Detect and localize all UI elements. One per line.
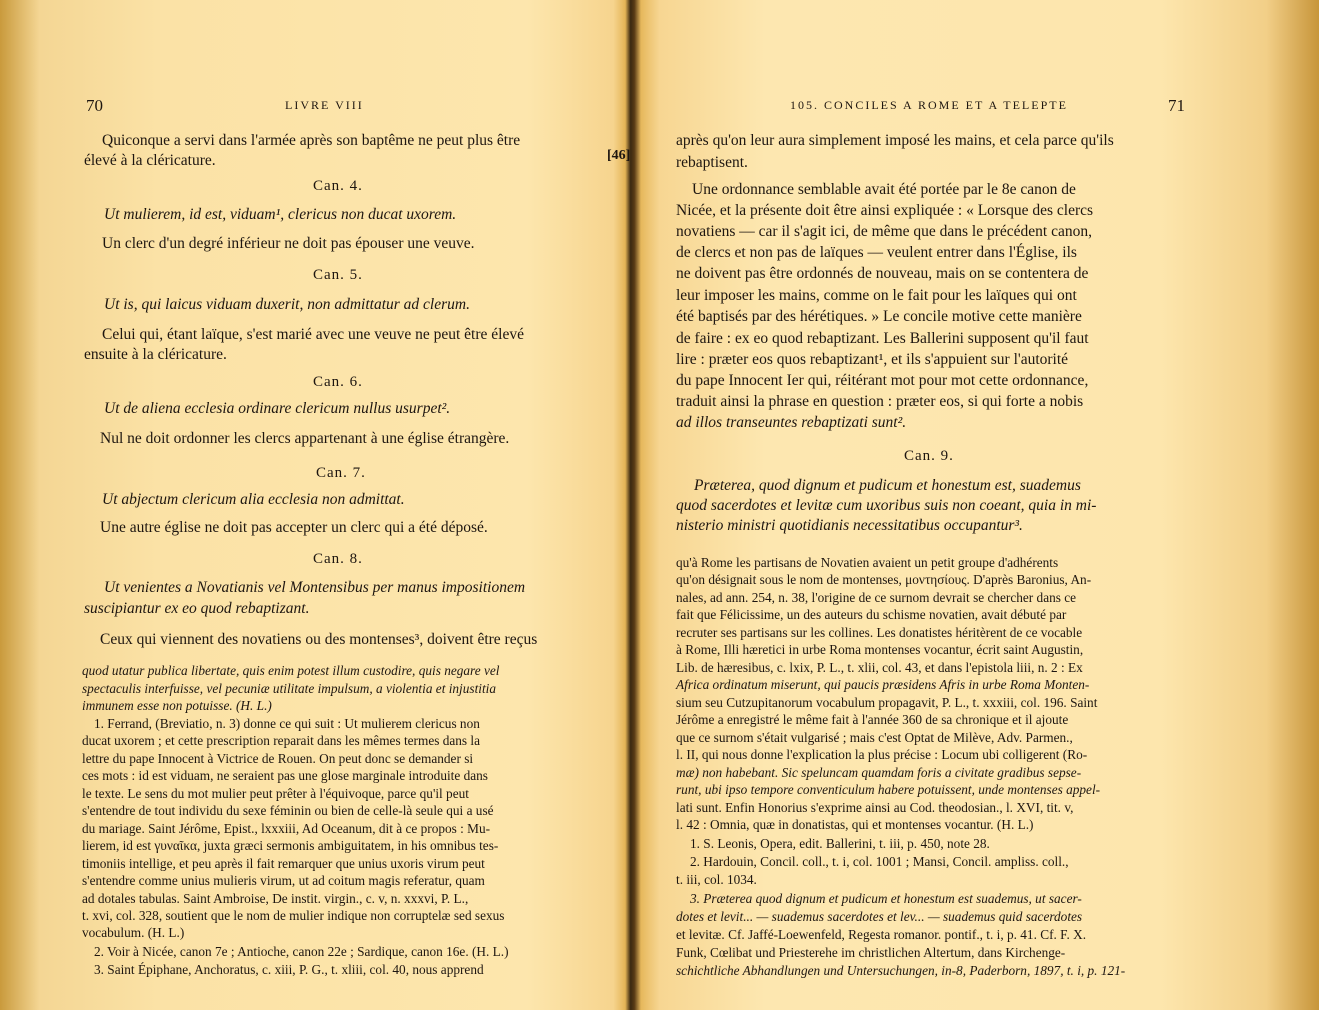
margin-reference: [46] [607, 148, 631, 163]
canon-heading: Can. 7. [316, 465, 366, 481]
footnote-line: Lib. de hæresibus, c. lxix, P. L., t. xlii, col. 43, et dans l'epistola liii, n. 2 : Ex [676, 660, 1083, 675]
footnote-line: qu'on désignait sous le nom de montenses, μοντησίους. D'après Baronius, An- [676, 572, 1092, 587]
footnote-line: Jérôme a enregistré le même fait à l'année 360 de sa chronique et il ajoute [676, 712, 1069, 727]
footnote-line: mæ) non habebant. Sic speluncam quamdam foris a civitate gradibus sepse- [676, 765, 1082, 780]
body-line: ne doivent pas être ordonnés de nouveau, mais on se contentera de [676, 265, 1089, 282]
page-number: 71 [1168, 96, 1185, 115]
canon-french: Ceux qui viennent des novatiens ou des montenses³, doivent être reçus [100, 631, 538, 648]
footnote-line: nales, ad ann. 254, n. 38, l'origine de ce surnom devrait se chercher dans ce [676, 590, 1077, 605]
canon-latin: Præterea, quod dignum et pudicum et honestum est, suademus [694, 477, 1081, 494]
body-line: Une ordonnance semblable avait été portée par le 8e canon de [692, 181, 1076, 198]
footnote-line: s'entendre de tout individu du sexe féminin ou bien de celle-là seule qui a usé [82, 803, 494, 818]
footnote-line: Africa ordinatum miserunt, qui paucis præsidens Afris in urbe Roma Monten- [676, 677, 1090, 692]
footnote-line: 2. Hardouin, Concil. coll., t. i, col. 1001 ; Mansi, Concil. ampliss. coll., [690, 854, 1069, 869]
canon-french: Une autre église ne doit pas accepter un clerc qui a été déposé. [100, 519, 488, 536]
footnote-line: 3. Saint Épiphane, Anchoratus, c. xiii, P. G., t. xliii, col. 40, nous apprend [94, 962, 484, 977]
body-line: de faire : ex eo quod rebaptizant. Les Ballerini supposent qu'il faut [676, 330, 1089, 347]
body-line: rebaptisent. [676, 154, 748, 171]
footnote-line: 3. Præterea quod dignum et pudicum et honestum est suademus, ut sacer- [690, 891, 1082, 906]
canon-latin: Ut de aliena ecclesia ordinare clericum nullus usurpet². [104, 400, 451, 417]
footnote-line: lierem, id est γυναῖκα, juxta græci sermonis ambiguitatem, in his omnibus tes- [82, 838, 499, 853]
canon-heading: Can. 6. [313, 374, 363, 390]
footnote-line: lettre du pape Innocent à Victrice de Rouen. On peut donc se demander si [82, 751, 474, 766]
footnote-line: 1. S. Leonis, Opera, edit. Ballerini, t. iii, p. 450, note 28. [690, 836, 990, 851]
body-line: du pape Innocent Ier qui, réitérant mot pour mot cette ordonnance, [676, 372, 1089, 389]
footnote-line: lati sunt. Enfin Honorius s'exprime ainsi au Cod. theodosian., l. XVI, tit. v, [676, 800, 1074, 815]
footnote-line: qu'à Rome les partisans de Novatien avaient un petit groupe d'adhérents [676, 555, 1059, 570]
footnote-line: s'entendre comme unius mulieris virum, ut ad coitum magis referatur, quam [82, 873, 485, 888]
footnote-line: 1. Ferrand, (Breviatio, n. 3) donne ce qui suit : Ut mulierem clericus non [94, 716, 480, 731]
footnote-line: immunem esse non potuisse. (H. L.) [82, 698, 272, 713]
canon-latin: nisterio ministri quotidianis necessitatibus occupantur³. [676, 517, 1023, 534]
footnote-line: spectaculis interfuisse, vel pecuniæ utilitate impulsum, a violentia et injustitia [82, 681, 496, 696]
canon-latin: Ut venientes a Novatianis vel Montensibus per manus impositionem [104, 579, 526, 596]
canon-french: Un clerc d'un degré inférieur ne doit pas épouser une veuve. [102, 235, 475, 252]
canon-french: Nul ne doit ordonner les clercs appartenant à une église étrangère. [100, 430, 510, 447]
canon-latin: Ut mulierem, id est, viduam¹, clericus non ducat uxorem. [104, 206, 457, 223]
footnote-line: l. II, qui nous donne l'explication la plus précise : Locum ubi colligerent (Ro- [676, 747, 1088, 762]
body-line: lire : præter eos quos rebaptizant¹, et ils s'appuient sur l'autorité [676, 351, 1069, 368]
footnote-line: quod utatur publica libertate, quis enim potest illum custodire, quis negare vel [82, 663, 500, 678]
footnote-line: que ce surnom s'était vulgarisé ; mais c'est Optat de Milève, Adv. Parmen., [676, 730, 1073, 745]
body-line: Nicée, et la présente doit être ainsi expliquée : « Lorsque des clercs [676, 202, 1094, 219]
footnote-line: sium seu Cutzupitanorum vocabulum propagavit, P. L., t. xxxiii, col. 196. Saint [676, 695, 1098, 710]
footnote-line: vocabulum. (H. L.) [82, 925, 185, 940]
canon-latin: Ut abjectum clericum alia ecclesia non admittat. [102, 491, 405, 508]
canon-french: ensuite à la cléricature. [84, 346, 227, 363]
canon-heading: Can. 5. [313, 267, 363, 283]
footnote-line: recruter ses partisans sur les collines. Les donatistes héritèrent de ce vocable [676, 625, 1083, 640]
footnote-line: ces mots : id est viduam, ne seraient pas une glose marginale introduite dans [82, 768, 488, 783]
footnote-line: le texte. Le sens du mot mulier peut prêter à l'équivoque, parce qu'il peut [82, 786, 469, 801]
body-line: leur imposer les mains, comme on le fait pour les laïques qui ont [676, 287, 1077, 304]
canon-heading: Can. 9. [904, 448, 954, 464]
left-page [0, 0, 630, 1010]
footnote-line: du mariage. Saint Jérôme, Epist., lxxxiii, Ad Oceanum, dit à ce propos : Mu- [82, 821, 491, 836]
body-line: novatiens — car il s'agit ici, de même que dans le précédent canon, [676, 223, 1092, 240]
footnote-line: à Rome, Illi hæretici in urbe Roma montenses vocantur, écrit saint Augustin, [676, 642, 1084, 657]
running-head: 105. CONCILES A ROME ET A TELEPTE [790, 98, 1068, 112]
footnote-line: l. 42 : Omnia, quæ in donatistas, qui et montenses vocantur. (H. L.) [676, 817, 1034, 832]
right-page [638, 0, 1319, 1010]
footnote-line: ducat uxorem ; et cette prescription reparait dans les mêmes termes dans la [82, 733, 481, 748]
canon-heading: Can. 8. [313, 551, 363, 567]
footnote-line: runt, ubi ipso tempore conventiculum habere potuissent, unde montenses appel- [676, 782, 1101, 797]
footnote-line: ad dotales tabulas. Saint Ambroise, De instit. virgin., c. v, n. xxxvi, P. L., [82, 891, 469, 906]
body-line: après qu'on leur aura simplement imposé les mains, et cela parce qu'ils [676, 132, 1114, 149]
footnote-line: t. xvi, col. 328, soutient que le nom de mulier indique non corruptelæ sed sexus [82, 908, 505, 923]
canon-latin: quod sacerdotes et levitæ cum uxoribus suis non coeant, quia in mi- [676, 497, 1097, 514]
footnote-line: et levitæ. Cf. Jaffé-Loewenfeld, Regesta romanor. pontif., t. i, p. 41. Cf. F. X. [676, 927, 1087, 942]
body-line: ad illos transeuntes rebaptizati sunt². [676, 414, 907, 431]
body-line: été baptisés par des hérétiques. » Le concile motive cette manière [676, 308, 1082, 325]
canon-latin: suscipiantur ex eo quod rebaptizant. [84, 600, 310, 617]
body-line: de clercs et non pas de laïques — veulent entrer dans l'Église, ils [676, 244, 1077, 261]
footnote-line: 2. Voir à Nicée, canon 7e ; Antioche, canon 22e ; Sardique, canon 16e. (H. L.) [94, 944, 509, 959]
canon-french: Celui qui, étant laïque, s'est marié avec une veuve ne peut être élevé [102, 326, 524, 343]
running-head: LIVRE VIII [285, 98, 364, 112]
canon-latin: Ut is, qui laicus viduam duxerit, non admittatur ad clerum. [104, 296, 470, 313]
footnote-line: fait que Félicissime, un des auteurs du schisme novatien, avait débuté par [676, 607, 1067, 622]
page-number: 70 [86, 96, 103, 115]
footnote-line: t. iii, col. 1034. [676, 872, 757, 887]
footnote-line: Funk, Cœlibat und Priesterehe im christlichen Altertum, dans Kirchenge- [676, 945, 1066, 960]
footnote-line: schichtliche Abhandlungen und Untersuchungen, in-8, Paderborn, 1897, t. i, p. 121- [676, 963, 1126, 978]
body-line: traduit ainsi la phrase en question : præter eos, si qui forte a nobis [676, 393, 1084, 410]
footnote-line: dotes et levit... — suademus sacerdotes et lev... — suademus quid sacerdotes [676, 909, 1083, 924]
body-line: Quiconque a servi dans l'armée après son baptême ne peut plus être [102, 132, 521, 149]
body-line: élevé à la cléricature. [84, 152, 216, 169]
footnote-line: timoniis intellige, et peu après il fait remarquer que unius uxoris virum peut [82, 856, 485, 871]
canon-heading: Can. 4. [313, 178, 363, 194]
